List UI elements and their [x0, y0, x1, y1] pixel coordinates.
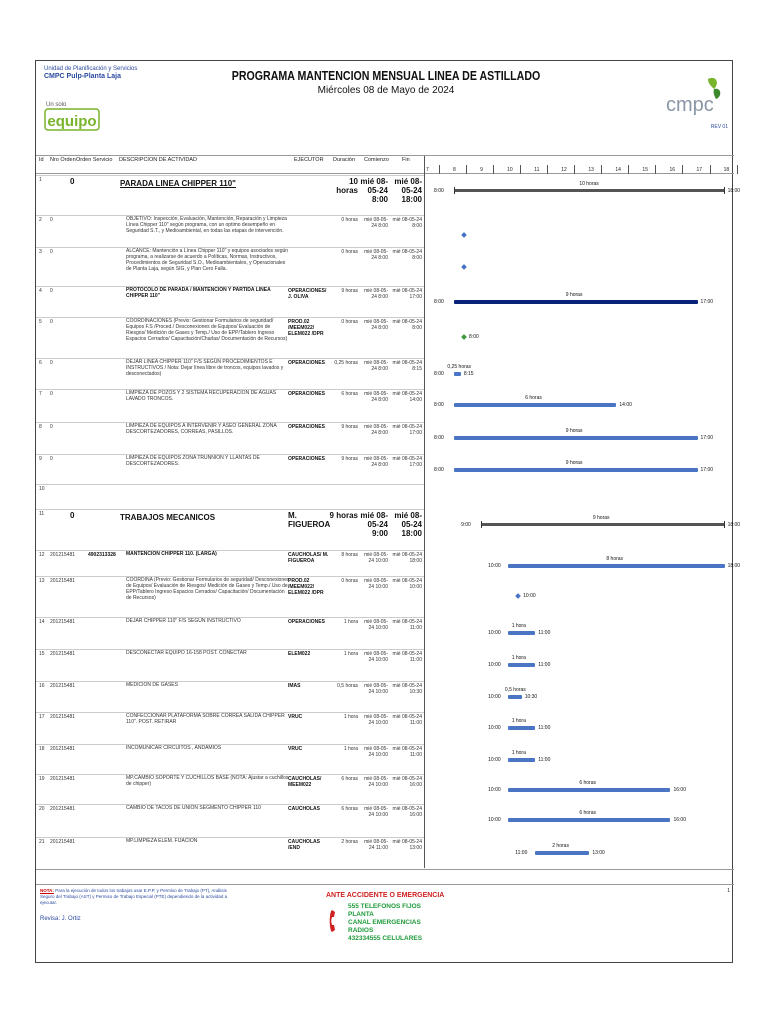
gantt-bar [454, 436, 697, 440]
row-id: 13 [39, 578, 45, 584]
timeline-tick-separator [466, 165, 467, 174]
gantt-bar [508, 695, 522, 699]
timeline-tick-label: 7 [426, 167, 429, 173]
timeline-tick-label: 17 [696, 167, 703, 173]
row-fin: mié 08-05-24 11:00 [392, 619, 422, 631]
row-comienzo: mié 08-05-24 10:00 [364, 651, 388, 663]
gantt-end-label: 18:00 [727, 522, 741, 528]
emergency-line-2: CANAL EMERGENCIAS RADIOS [348, 919, 421, 934]
timeline-tick-label: 9 [480, 167, 483, 173]
page-number: 1 [727, 888, 730, 894]
gantt-bar [508, 758, 535, 762]
row-orden: 201215481 [50, 806, 76, 812]
row-description: MP.CAMBIO SOPORTE Y CUCHILLOS BASE (NOTA: Ajustar a cuchillos de chipper) [126, 775, 289, 787]
row-description: DEJAR CHIPPER 110" F/S SEGÚN INSTRUCTIVO [126, 618, 241, 624]
col-descripcion: DESCRIPCION DE ACTIVIDAD [119, 157, 197, 163]
row-orden: 0 [70, 511, 75, 520]
row-duracion: 9 horas [329, 511, 358, 520]
brand-text: cmpc [666, 94, 714, 116]
row-fin: mié 08-05-24 17:00 [392, 288, 422, 300]
footer-line [36, 884, 734, 885]
gantt-duration-label: 1 hora [511, 655, 526, 661]
gantt-bar [454, 403, 616, 407]
row-comienzo: mié 08-05-24 8:00 [364, 424, 388, 436]
gantt-end-label: 17:00 [700, 435, 714, 441]
gantt-duration-label: 9 horas [565, 292, 583, 298]
gantt-bar [454, 468, 697, 472]
timeline-tick-label: 8 [453, 167, 456, 173]
col-comienzo: Comienzo [364, 157, 389, 163]
row-fin: mié 08-05-24 11:00 [392, 714, 422, 726]
row-fin: mié 08-05-24 14:00 [392, 391, 422, 403]
timeline-tick-separator [439, 165, 440, 174]
row-ejecutor: OPERACIONES [288, 619, 325, 625]
gantt-end-label: 17:00 [700, 299, 714, 305]
timeline-tick-label: 14 [615, 167, 621, 173]
row-description: OBJETIVO: Inspección, Evaluación, Mantención, Reparación y Limpieza Línea Chipper 110" según programa, con un optimo desempeño en Seguridad S.T., y Medioambiental, en todas las etapas de intervención. [126, 216, 287, 234]
row-duracion: 6 horas [341, 776, 358, 782]
timeline-tick-separator [547, 165, 548, 174]
row-fin: mié 08-05-24 10:00 [392, 578, 422, 590]
timeline-tick-separator [710, 165, 711, 174]
row-ejecutor: CAUCHOLAS /END [288, 839, 320, 851]
row-ejecutor: OPERACIONES [288, 456, 325, 462]
row-id: 17 [39, 714, 45, 720]
row-duracion: 0,5 horas [337, 683, 358, 689]
gantt-start-label: 10:00 [488, 662, 501, 668]
row-description: TRABAJOS MECANICOS [120, 513, 216, 522]
row-comienzo: mié 08-05-24 8:00 [364, 319, 388, 331]
gantt-bar [454, 189, 725, 192]
timeline-tick-label: 18 [723, 167, 730, 173]
row-fin: mié 08-05-24 11:00 [392, 651, 422, 663]
row-orden: 201215481 [50, 552, 76, 558]
row-duracion: 10 horas [336, 177, 358, 195]
row-duracion: 8 horas [341, 552, 358, 558]
logo-word: equipo [47, 113, 97, 130]
row-id: 7 [39, 391, 42, 397]
table-line-bottom [36, 869, 734, 870]
schedule-page [35, 60, 741, 963]
row-orden: 0 [50, 456, 53, 462]
unit-name: Unidad de Planificación y Servicios [44, 66, 138, 72]
row-orden: 201215481 [50, 578, 76, 584]
row-comienzo: mié 08-05-24 11:00 [364, 839, 388, 851]
row-description: LIMPIEZA DE EQUIPOS ZONA TRUNNION Y LLANTAS DE DESCORTEZADORES. [126, 455, 260, 467]
row-description: LIMPIEZA DE POZOS Y 2 SISTEMA RECUPERACION DE AGUAS LAVADO TRONCOS. [126, 390, 277, 402]
gantt-milestone [461, 334, 467, 340]
row-id: 1 [39, 177, 42, 183]
row-fin: mié 08-05-24 11:00 [392, 746, 422, 758]
gantt-start-label: 10:00 [488, 630, 501, 636]
timeline-tick-separator [520, 165, 521, 174]
row-id: 4 [39, 288, 42, 294]
row-description: CONFECCIONAR PLATAFORMA SOBRE CORREA SALIDA CHIPPER 110". POST. RETIRAR [126, 713, 285, 725]
gantt-end-label: 13:00 [592, 850, 605, 856]
gantt-separator [424, 156, 425, 868]
row-orden: 201215481 [50, 683, 76, 689]
col-ejecutor: EJECUTOR [294, 157, 324, 163]
row-comienzo: mié 08-05-24 10:00 [364, 714, 388, 726]
row-orden: 0 [50, 249, 53, 255]
safety-note [40, 888, 230, 906]
timeline-tick-label: 16 [669, 167, 676, 173]
row-orden: 0 [50, 288, 53, 294]
row-orden: 0 [50, 391, 53, 397]
gantt-bar [508, 663, 535, 667]
emergency-box [326, 892, 446, 948]
gantt-milestone-label: 10:00 [523, 593, 536, 599]
gantt-milestone [515, 593, 521, 599]
page-title: PROGRAMA MANTENCION MENSUAL LINEA DE ASTILLADO [231, 69, 541, 83]
row-id: 8 [39, 424, 42, 430]
row-fin: mié 08-05-24 8:00 [392, 217, 422, 229]
row-comienzo: mié 08-05-24 8:00 [364, 249, 388, 261]
row-fin: mié 08-05-24 10:30 [392, 683, 422, 695]
row-ejecutor: PROD.02 /MEEM022/ ELEM022 /DPR [288, 578, 324, 596]
gantt-end-label: 17:00 [700, 467, 714, 473]
row-description: MP.LIMPIEZA ELEM. FIJACION [126, 838, 198, 844]
row-id: 5 [39, 319, 42, 325]
row-comienzo: mié 08-05-24 10:00 [364, 683, 388, 695]
row-id: 19 [39, 776, 45, 782]
emergency-title: ANTE ACCIDENTE O EMERGENCIA [326, 892, 445, 899]
row-ejecutor: VRUC [288, 714, 303, 720]
page-subtitle: Miércoles 08 de Mayo de 2024 [317, 85, 455, 96]
gantt-duration-label: 6 horas [525, 395, 542, 401]
gantt-end-label: 10:30 [524, 694, 538, 700]
row-duracion: 6 horas [341, 391, 358, 397]
row-id: 2 [39, 217, 42, 223]
gantt-start-label: 8:00 [434, 188, 444, 194]
gantt-start-label: 8:00 [434, 371, 444, 377]
gantt-milestone-label: 8:00 [469, 334, 479, 340]
gantt-end-label: 16:00 [673, 817, 686, 823]
row-ejecutor: CAUCHOLAS/ MEEM022 [288, 776, 322, 788]
gantt-duration-label: 9 horas [592, 515, 610, 521]
gantt-bar [454, 372, 461, 376]
row-description: MANTENCION CHIPPER 110. (LARGA) [126, 551, 217, 557]
gantt-bar [454, 300, 697, 304]
row-comienzo: mié 08-05-24 10:00 [364, 578, 388, 590]
gantt-end-label: 18:00 [727, 188, 741, 194]
row-comienzo: mié 08-05-24 10:00 [364, 806, 388, 818]
row-ejecutor: M. FIGUEROA [288, 511, 331, 529]
row-orden: 0 [50, 217, 53, 223]
row-duracion: 0,25 horas [334, 360, 358, 366]
gantt-end-label: 11:00 [538, 662, 551, 668]
row-duracion: 0 horas [341, 578, 358, 584]
timeline-tick-separator [601, 165, 602, 174]
row-duracion: 0 horas [341, 249, 358, 255]
gantt-duration-label: 6 horas [579, 780, 596, 786]
gantt-end-label: 16:00 [673, 787, 686, 793]
row-description: PROTOCOLO DE PARADA / MANTENCION Y PARTIDA LINEA CHIPPER 110" [126, 287, 271, 299]
header-left [44, 65, 137, 81]
row-orden: 201215481 [50, 776, 76, 782]
row-fin: mié 08-05-24 16:00 [392, 806, 422, 818]
row-duracion: 1 hora [343, 651, 358, 657]
org-name: CMPC Pulp-Planta Laja [44, 73, 122, 80]
row-description: LIMPIEZA DE EQUIPOS A INTERVENIR Y ASEO GENERAL ZONA DESCORTEZADORES, CORREAS, PASILLOS. [126, 423, 277, 435]
row-id: 11 [39, 511, 45, 517]
gantt-duration-label: 10 horas [579, 181, 599, 187]
row-orden-servicio: 4902313328 [88, 552, 116, 558]
emergency-line-3: 432334555 CELULARES [348, 935, 423, 942]
gantt-end-label: 11:00 [538, 757, 551, 763]
gantt-duration-label: 1 hora [511, 718, 526, 724]
gantt-duration-label: 0,5 horas [504, 687, 526, 693]
row-fin: mié 08-05-24 18:00 [394, 177, 422, 204]
timeline-tick-label: 15 [642, 167, 648, 173]
gantt-end-label: 18:00 [727, 563, 741, 569]
row-ejecutor: CAUCHOLAS [288, 806, 320, 812]
row-duracion: 1 hora [343, 714, 358, 720]
row-duracion: 9 horas [341, 288, 358, 294]
gantt-start-label: 8:00 [434, 467, 444, 473]
row-fin: mié 08-05-24 17:00 [392, 424, 422, 436]
row-comienzo: mié 08-05-24 8:00 [364, 288, 388, 300]
gantt-end-label: 14:00 [619, 402, 632, 408]
timeline-tick-separator [655, 165, 656, 174]
row-ejecutor: ELEM022 [288, 651, 311, 657]
gantt-end-label: 8:15 [463, 371, 474, 377]
timeline-tick-separator [574, 165, 575, 174]
timeline-tick-separator [628, 165, 629, 174]
row-description: CAMBIO DE TACOS DE UNION SEGMENTO CHIPPER 110 [126, 805, 261, 811]
row-fin: mié 08-05-24 13:00 [392, 839, 422, 851]
row-comienzo: mié 08-05-24 10:00 [364, 746, 388, 758]
gantt-start-label: 10:00 [488, 817, 501, 823]
row-orden: 0 [70, 177, 75, 186]
row-duracion: 0 horas [341, 217, 358, 223]
row-comienzo: mié 08-05-24 10:00 [364, 776, 388, 788]
timeline-tick-separator [493, 165, 494, 174]
gantt-duration-label: 2 horas [552, 843, 569, 849]
row-ejecutor: OPERACIONES/ J. OLIVA [288, 288, 327, 300]
timeline-tick-label: 13 [588, 167, 594, 173]
equipo-logo [44, 98, 100, 132]
row-id: 20 [39, 806, 45, 812]
row-ejecutor: VRUC [288, 746, 303, 752]
gantt-milestone [461, 232, 467, 238]
gantt-duration-label: 8 horas [606, 556, 624, 562]
row-duracion: 1 hora [343, 746, 358, 752]
note-text: Para la ejecución de todos los trabajos usar E.P.P. y Permiso de Trabajo (PT), Análisis Seguro del Trabajo (AST) y Permiso de Trabajo Especial (PTE) dependiendo de la actividad a ejecutar. [40, 888, 228, 905]
row-comienzo: mié 08-05-24 10:00 [364, 552, 388, 564]
row-ejecutor: OPERACIONES [288, 360, 325, 366]
timeline-tick-separator [737, 165, 738, 174]
reviewer: Revisa: J. Ortiz [40, 916, 81, 922]
row-id: 18 [39, 746, 45, 752]
row-comienzo: mié 08-05-24 10:00 [364, 619, 388, 631]
row-id: 10 [39, 486, 45, 492]
gantt-bar [535, 851, 589, 855]
col-fin: Fin [402, 157, 410, 163]
row-duracion: 9 horas [341, 424, 358, 430]
timeline-tick-label: 10 [507, 167, 513, 173]
gantt-end-label: 11:00 [538, 630, 551, 636]
row-fin: mié 08-05-24 18:00 [392, 552, 422, 564]
row-fin: mié 08-05-24 8:00 [392, 249, 422, 261]
row-duracion: 0 horas [341, 319, 358, 325]
gantt-duration-label: 0,25 horas [447, 364, 472, 370]
row-id: 9 [39, 456, 42, 462]
gantt-start-label: 8:00 [434, 435, 444, 441]
row-orden: 0 [50, 360, 53, 366]
row-comienzo: mié 08-05-24 8:00 [364, 391, 388, 403]
gantt-start-label: 10:00 [488, 725, 501, 731]
note-label: NOTA: [40, 888, 54, 893]
gantt-bar [508, 818, 670, 822]
timeline-tick-label: 11 [534, 167, 540, 173]
row-comienzo: mié 08-05-24 8:00 [364, 360, 388, 372]
row-duracion: 2 horas [341, 839, 358, 845]
gantt-start-label: 10:00 [488, 694, 501, 700]
row-id: 15 [39, 651, 45, 657]
row-ejecutor: OPERACIONES [288, 424, 325, 430]
row-description: MEDICION DE GASES [126, 682, 178, 688]
gantt-start-label: 8:00 [434, 402, 444, 408]
gantt-bar [508, 564, 724, 568]
row-description: INCOMUNICAR CIRCUITOS , ANDAMIOS [126, 745, 222, 751]
row-orden: 201215481 [50, 651, 76, 657]
row-id: 12 [39, 552, 45, 558]
row-duracion: 9 horas [341, 456, 358, 462]
gantt-duration-label: 6 horas [579, 810, 596, 816]
logo-small-text: Un solo [46, 102, 67, 108]
gantt-duration-label: 1 hora [511, 623, 526, 629]
gantt-start-label: 10:00 [488, 563, 501, 569]
emergency-line-1: 555 TELEFONOS FIJOS PLANTA [348, 903, 421, 918]
col-duracion: Duración [333, 157, 356, 163]
row-description: COORDINA (Previo: Gestionar Formularios de seguridad/ Desconexiones de Equipos/ Evaluación de Riesgos/ Medición de Gases y Temp./ Uso de EPP/Tablero Ingreso Espacios Cerrados/ Capacitación/ Documentación de Recursos) [126, 577, 290, 601]
gantt-start-label: 8:00 [434, 299, 444, 305]
gantt-duration-label: 9 horas [565, 428, 583, 434]
phone-icon [328, 908, 344, 934]
timeline-tick-label: 12 [561, 167, 567, 173]
row-duracion: 1 hora [343, 619, 358, 625]
row-id: 6 [39, 360, 42, 366]
row-fin: mié 08-05-24 8:00 [392, 319, 422, 331]
gantt-bar [508, 726, 535, 730]
row-duracion: 6 horas [341, 806, 358, 812]
row-description: DEJAR LINEA CHIPPER 110" F/S SEGÚN PROCEDIMIENTOS E INSTRUCTIVOS / Nota: Dejar línea libre de troncos, equipos lavados y desconectados) [126, 359, 284, 377]
row-fin: mié 08-05-24 8:15 [392, 360, 422, 372]
row-orden: 0 [50, 319, 53, 325]
gantt-start-label: 10:00 [488, 757, 501, 763]
table-row-divider [36, 175, 424, 176]
row-description: PARADA LINEA CHIPPER 110" [120, 179, 236, 188]
gantt-start-label: 11:00 [515, 850, 528, 856]
gantt-milestone [461, 264, 467, 270]
row-ejecutor: CAUCHOLAS/ M. FIGUEROA [288, 552, 329, 564]
gantt-start-label: 9:00 [461, 522, 471, 528]
header-line-top [36, 155, 734, 156]
gantt-start-label: 10:00 [488, 787, 501, 793]
row-comienzo: mié 08-05-24 9:00 [360, 511, 388, 538]
row-id: 3 [39, 249, 42, 255]
footer [36, 886, 734, 964]
timeline-tick-separator [682, 165, 683, 174]
revision-label: REV 01 [710, 124, 728, 130]
row-comienzo: mié 08-05-24 8:00 [364, 456, 388, 468]
gantt-duration-label: 9 horas [565, 460, 583, 466]
gantt-end-label: 11:00 [538, 725, 551, 731]
cmpc-logo [664, 69, 724, 129]
col-id: Id [39, 157, 44, 163]
gantt-bar [508, 631, 535, 635]
row-id: 14 [39, 619, 45, 625]
row-orden: 201215481 [50, 746, 76, 752]
row-fin: mié 08-05-24 17:00 [392, 456, 422, 468]
row-orden: 0 [50, 424, 53, 430]
row-ejecutor: PROD.02 /MEEM022/ ELEM022 /DPR [288, 319, 324, 337]
row-ejecutor: OPERACIONES [288, 391, 325, 397]
row-id: 21 [39, 839, 45, 845]
row-orden: 201215481 [50, 619, 76, 625]
row-orden: 201215481 [50, 839, 76, 845]
table-row-divider [36, 484, 424, 485]
row-comienzo: mié 08-05-24 8:00 [364, 217, 388, 229]
row-fin: mié 08-05-24 16:00 [392, 776, 422, 788]
gantt-bar [508, 788, 670, 792]
row-orden: 201215481 [50, 714, 76, 720]
col-orden: Nro Orden [50, 157, 76, 163]
table-row-divider [36, 509, 424, 510]
row-fin: mié 08-05-24 18:00 [394, 511, 422, 538]
gantt-duration-label: 1 hora [511, 750, 526, 756]
row-description: COORDINACIONES (Previo: Gestionar Formularios de seguridad/ Equipos F.S /Proced./ Desconexiones de Equipos/ Evaluación de Riesgos/ Medición de Gases y Temp./ Uso de EPP/Tablero Ingreso Espacios Cerrados/ Capacitación/Charlas/ Documentación de Recursos) [126, 318, 288, 342]
gantt-bar [481, 523, 724, 526]
row-id: 16 [39, 683, 45, 689]
col-orden-servicio: Orden Servicio [76, 157, 113, 163]
row-description: ALCANCE: Mantención a Línea Chipper 110" y equipos asociados según programa, a realizarse de acuerdo a Políticas, Normas, Instructivos, Procedimientos de Seguridad S.O., Medioambientales, y Operacionales de Planta Laja, según SIG, y Plan Cero Falla. [126, 248, 289, 272]
row-comienzo: mié 08-05-24 8:00 [360, 177, 388, 204]
row-description: DESCONECTAR EQUIPO 16-158 POST. CONECTAR [126, 650, 247, 656]
row-ejecutor: IMAS [288, 683, 301, 689]
